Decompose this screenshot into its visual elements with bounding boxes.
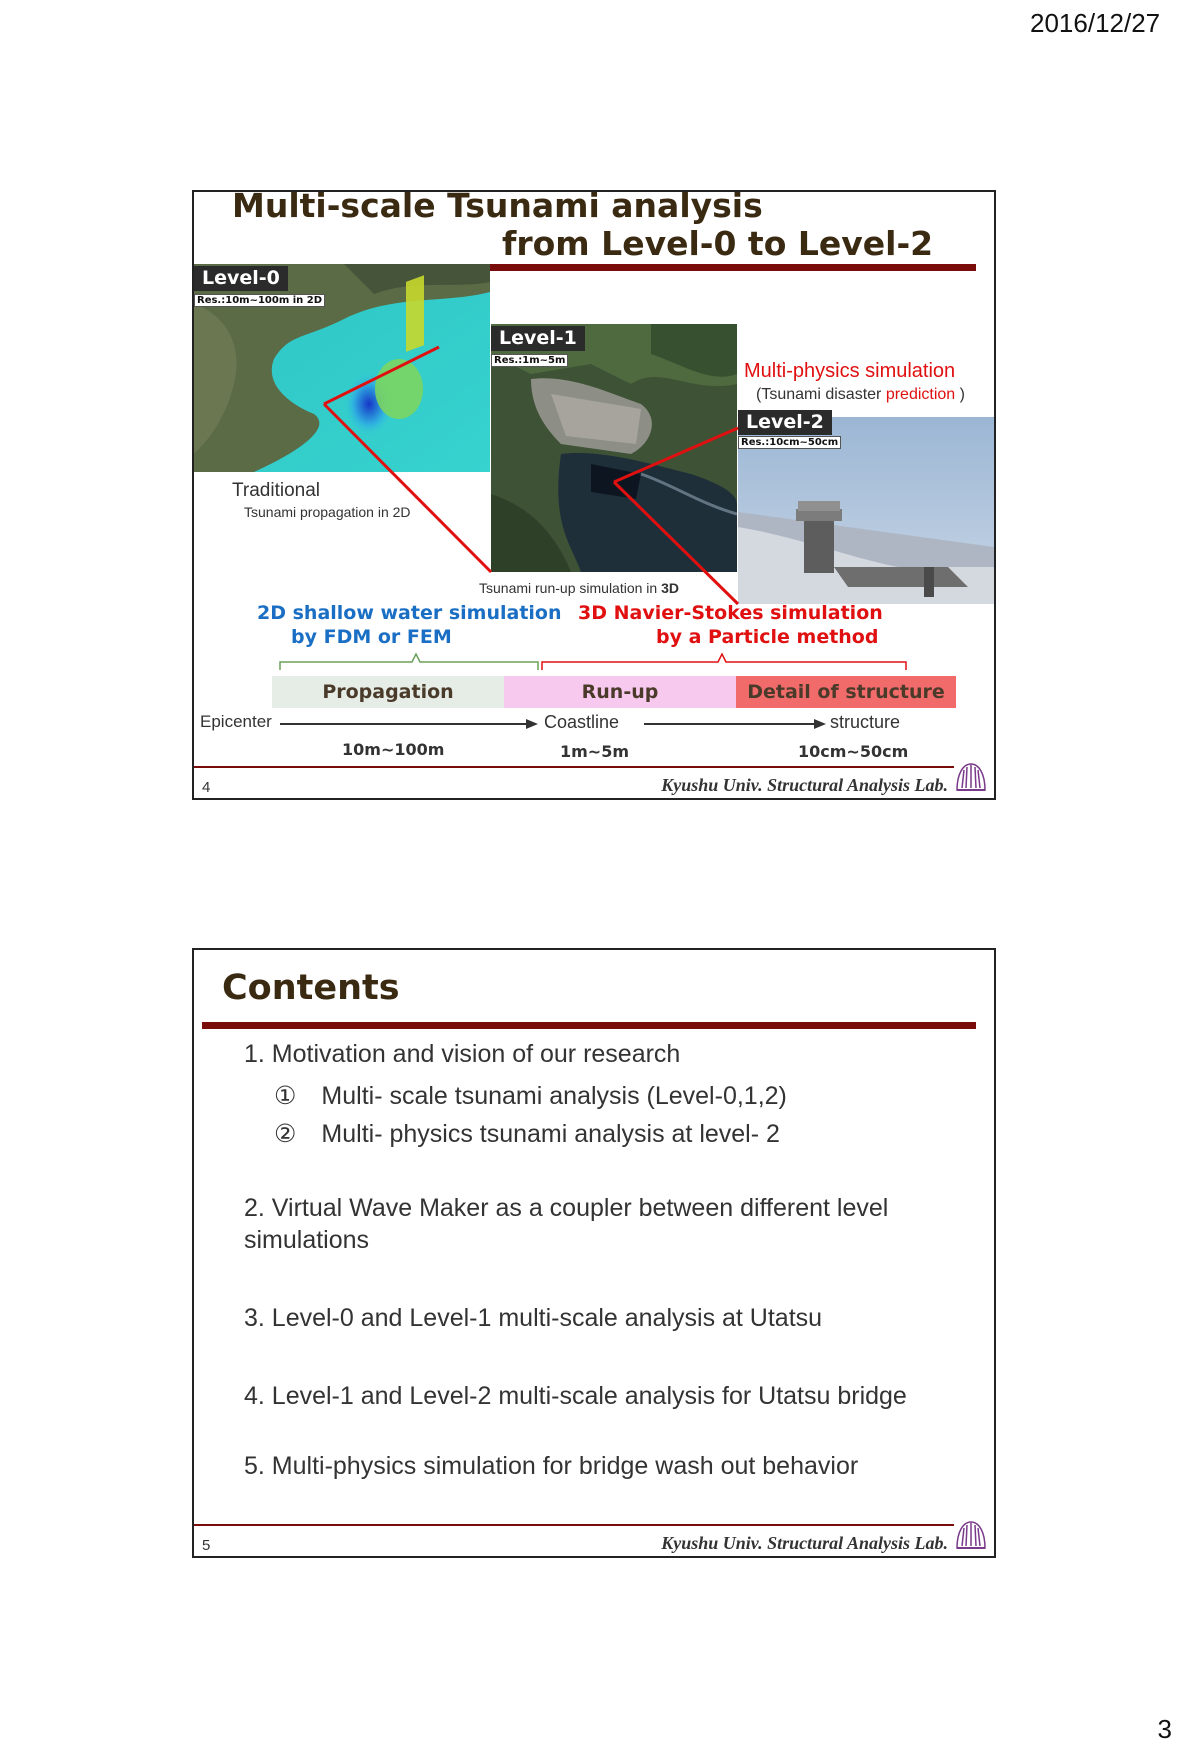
propagation-bar: Propagation [272, 676, 504, 708]
range-propagation: 10m~100m [342, 740, 445, 759]
detail-structure-bar: Detail of structure [736, 676, 956, 708]
page-number: 3 [1157, 1714, 1172, 1744]
contents-item-5: 5. Multi-physics simulation for bridge wash out behavior [244, 1452, 859, 1480]
page-date: 2016/12/27 [1030, 8, 1161, 38]
contents-subitem-2: ② Multi- physics tsunami analysis at level- 2 [274, 1120, 780, 1148]
level0-badge: Level-0 [194, 266, 288, 291]
multiphysics-subtitle-pre: (Tsunami disaster [756, 386, 886, 403]
contents-item-1: 1. Motivation and vision of our research [244, 1040, 681, 1068]
level0-resolution: Res.:10m~100m in 2D [194, 294, 325, 307]
multiphysics-subtitle-post: ) [955, 386, 965, 403]
lab-name: Kyushu Univ. Structural Analysis Lab. [661, 1533, 948, 1553]
structure-label: structure [830, 712, 901, 732]
range-structure: 10cm~50cm [798, 742, 909, 761]
slide-number: 5 [202, 1537, 211, 1554]
title-underline [202, 1022, 976, 1029]
contents-subitem-1: ① Multi- scale tsunami analysis (Level-0,1,2) [274, 1082, 787, 1110]
university-crest-icon [954, 760, 988, 794]
coastline-label: Coastline [544, 712, 620, 732]
fdm-fem-label: by FDM or FEM [291, 626, 452, 648]
slide-contents [192, 948, 996, 1558]
runup-caption-text: Tsunami run-up simulation in [479, 580, 662, 596]
multiphysics-subtitle-red: prediction [885, 386, 956, 403]
slide-title: Contents [222, 968, 400, 1008]
epicenter-label: Epicenter [200, 712, 272, 731]
shallow-water-label: 2D shallow water simulation [257, 602, 562, 624]
level1-resolution: Res.:1m~5m [491, 354, 568, 367]
slide-multiscale-tsunami [192, 190, 996, 800]
contents-item-2-cont: simulations [244, 1226, 370, 1254]
slide-number: 4 [202, 779, 211, 796]
range-runup: 1m~5m [560, 742, 630, 761]
footer-line [194, 1524, 954, 1526]
contents-item-3: 3. Level-0 and Level-1 multi-scale analysis at Utatsu [244, 1304, 823, 1332]
traditional-subtitle: Tsunami propagation in 2D [244, 504, 411, 520]
scale-arrows [194, 192, 994, 798]
slide-title-line1: Multi-scale Tsunami analysis [232, 190, 763, 225]
particle-method-label: by a Particle method [656, 626, 879, 648]
runup-bar: Run-up [504, 676, 736, 708]
multiphysics-label: Multi-physics simulation [744, 360, 956, 382]
lab-name: Kyushu Univ. Structural Analysis Lab. [661, 775, 948, 795]
level2-resolution: Res.:10cm~50cm [738, 436, 841, 449]
footer-line [194, 766, 954, 768]
runup-caption-bold: 3D [661, 580, 679, 596]
traditional-label: Traditional [232, 480, 321, 501]
slide-title-line2: from Level-0 to Level-2 [502, 224, 934, 263]
contents-item-4: 4. Level-1 and Level-2 multi-scale analysis for Utatsu bridge [244, 1382, 907, 1410]
level1-badge: Level-1 [491, 326, 585, 351]
university-crest-icon [954, 1518, 988, 1552]
navier-stokes-label: 3D Navier-Stokes simulation [578, 602, 883, 624]
level2-badge: Level-2 [738, 410, 832, 435]
contents-item-2: 2. Virtual Wave Maker as a coupler between different level [244, 1194, 889, 1222]
